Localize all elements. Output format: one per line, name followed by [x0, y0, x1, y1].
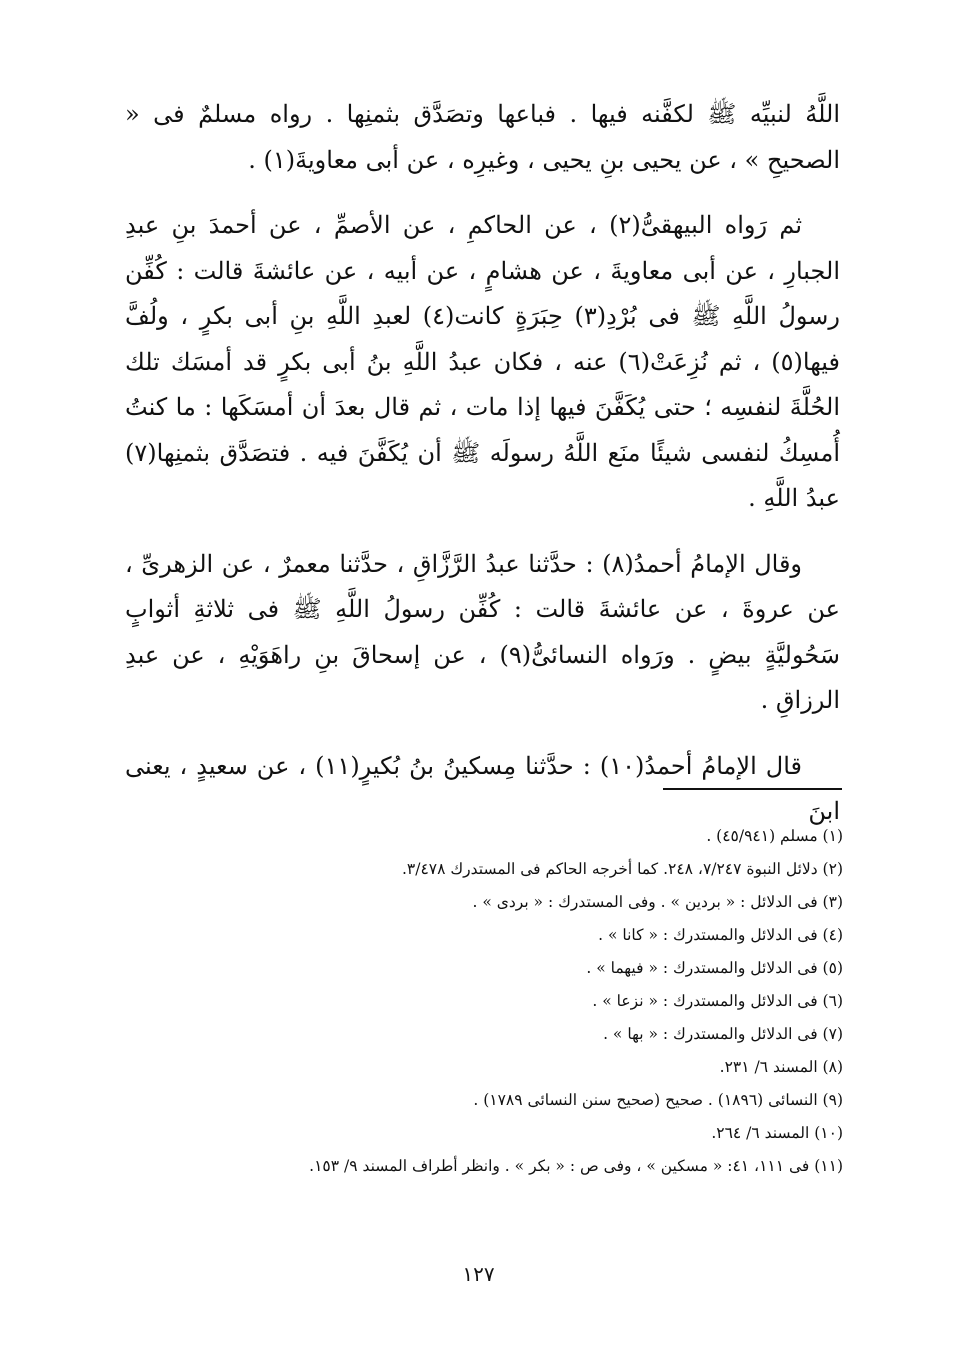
footnote: (٧) فى الدلائل والمستدرك : « بها » . [603, 1025, 843, 1043]
footnote: (١١) فى ١١١، ٤١: « مسكين » ، وفى ص : « بكر » . وانظر أطراف المسند ٩/ ١٥٣. [309, 1157, 843, 1175]
body-text [125, 92, 840, 855]
footnote: (٩) النسائى (١٨٩٦) . صحيح (صحيح سنن النسائى ١٧٨٩) . [473, 1091, 843, 1109]
footnote: (٥) فى الدلائل والمستدرك : « فيهما » . [586, 959, 843, 977]
paragraph: ثم رَواه البيهقىُّ(٢) ، عن الحاكمِ ، عن الأصمِّ ، عن أحمدَ بنِ عبدِ الجبارِ ، عن أبى معاويةَ ، عن هشامٍ ، عن أبيه ، عن عائشةَ قالت : كُفِّن رسولُ اللَّهِ ﷺ فى بُرْدِ(٣) حِبَرَةٍ كانت(٤) لعبدِ اللَّهِ بنِ أبى بكرٍ ، ولُفَّ فيها(٥) ، ثم نُزِعَتْ(٦) عنه ، فكان عبدُ اللَّهِ بنُ أبى بكرٍ قد أمسَك تلك الحُلَّةَ لنفسِه ؛ حتى يُكَفَّنَ فيها إذا مات ، ثم قال بعدَ أن أمسَكَها : ما كنتُ أُمسِكُ لنفسى شيئًا منَع اللَّهُ رسولَه ﷺ أن يُكَفَّنَ فيه . فتصَدَّق بثمنِها(٧) عبدُ اللَّهِ . [125, 211, 840, 512]
footnote: (١٠) المسند ٦/ ٢٦٤. [711, 1124, 843, 1142]
footnote: (١) مسلم (٤٥/٩٤١) . [706, 827, 843, 845]
paragraph: اللَّهُ لنبيِّه ﷺ لكفَّنه فيها . فباعها وتصَدَّق بثمنِها . رواه مسلمٌ فى « الصحيحِ » ، عن يحيى بنِ يحيى ، وغيرِه ، عن أبى معاويةَ(١) . [125, 100, 840, 174]
footnotes-list [200, 820, 843, 1183]
footnote: (٣) فى الدلائل : « بردين » . وفى المستدرك : « بردى » . [472, 893, 843, 911]
footnote: (٦) فى الدلائل والمستدرك : « نزعا » . [592, 992, 843, 1010]
footnote-divider [663, 788, 842, 790]
footnote: (٢) دلائل النبوة ٧/٢٤٧، ٢٤٨. كما أخرجه الحاكم فى المستدرك ٣/٤٧٨. [401, 860, 843, 878]
paragraph: وقال الإمامُ أحمدُ(٨) : حدَّثنا عبدُ الرَّزَّاقِ ، حدَّثنا معمرٌ ، عن الزهرىِّ ، عن عروةَ ، عن عائشةَ قالت : كُفِّن رسولُ اللَّهِ ﷺ فى ثلاثةِ أثوابٍ سَحُوليَّةٍ بيضٍ . ورَواه النسائىُّ(٩) ، عن إسحاقَ بنِ راهَوَيْهِ ، عن عبدِ الرزاقِ . [125, 549, 840, 714]
page-number: ١٢٧ [462, 1262, 495, 1286]
paragraph: قال الإمامُ أحمدُ(١٠) : حدَّثنا مِسكينُ بنُ بُكيرٍ(١١) ، عن سعيدٍ ، يعنى ابنَ [125, 751, 840, 825]
footnote: (٤) فى الدلائل والمستدرك : « كانا » . [598, 926, 843, 944]
footnote: (٨) المسند ٦/ ٢٣١. [719, 1058, 843, 1076]
